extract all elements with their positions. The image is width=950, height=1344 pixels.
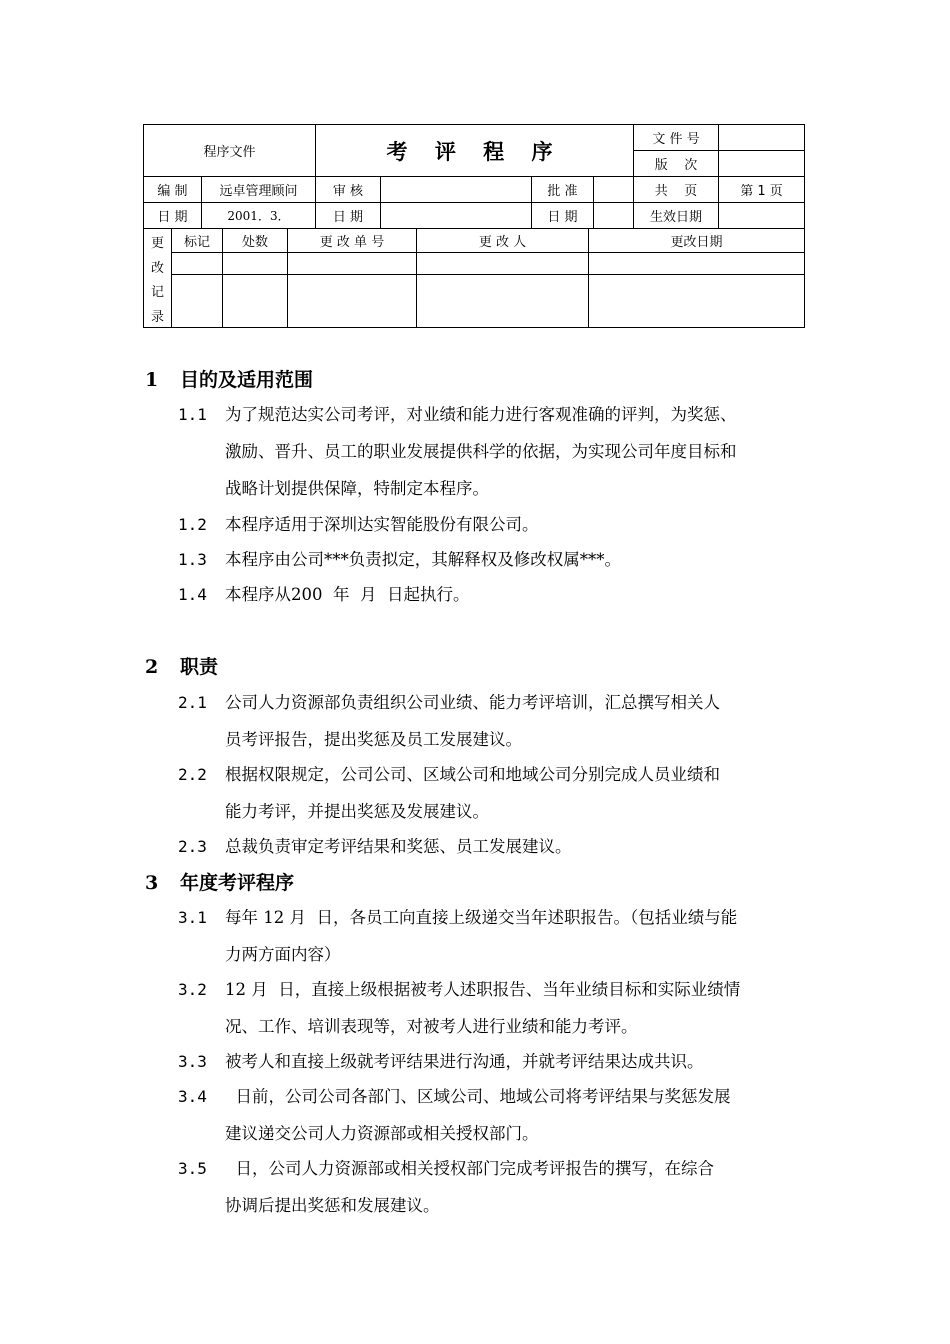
item-text-line: 公司人力资源部负责组织公司业绩、能力考评培训，汇总撰写相关人 bbox=[225, 693, 720, 712]
review-date-label: 日 期 bbox=[332, 210, 364, 225]
item-text-line: 战略计划提供保障，特制定本程序。 bbox=[225, 479, 489, 498]
item-text-line: 为了规范达实公司考评，对业绩和能力进行客观准确的评判，为奖惩、 bbox=[225, 405, 737, 424]
item-text-line: 总裁负责审定考评结果和奖惩、员工发展建议。 bbox=[225, 837, 572, 856]
item-number: 1.2 bbox=[178, 515, 207, 534]
change-record-char: 记 bbox=[150, 285, 164, 301]
section-number: 1 bbox=[145, 369, 159, 391]
date-label: 日 期 bbox=[157, 210, 188, 225]
item-text-line: 建议递交公司人力资源部或相关授权部门。 bbox=[225, 1124, 539, 1143]
section-title: 目的及适用范围 bbox=[180, 369, 314, 391]
item-text-line: 每年 12 月 日，各员工向直接上级递交当年述职报告。（包括业绩与能 bbox=[225, 908, 738, 927]
date-value: 2001．3． bbox=[227, 209, 290, 223]
item-number: 1.4 bbox=[178, 585, 207, 604]
section-number: 2 bbox=[145, 656, 159, 678]
item-text-line: 日，公司人力资源部或相关授权部门完成考评报告的撰写，在综合 bbox=[225, 1159, 714, 1178]
file-no-value bbox=[719, 125, 804, 150]
review-label: 审 核 bbox=[332, 184, 364, 199]
item-text-line: 根据权限规定，公司公司、区域公司和地域公司分别完成人员业绩和 bbox=[225, 765, 720, 784]
item-number: 2.2 bbox=[178, 765, 207, 784]
item-text-line: 况、工作、培训表现等，对被考人进行业绩和能力考评。 bbox=[225, 1017, 638, 1036]
item-text-line: 员考评报告，提出奖惩及员工发展建议。 bbox=[225, 730, 522, 749]
item-text-line: 本程序适用于深圳达实智能股份有限公司。 bbox=[225, 515, 539, 534]
version-value bbox=[719, 151, 804, 176]
change-col-date: 更改日期 bbox=[670, 235, 723, 250]
approve-label: 批 准 bbox=[547, 184, 578, 199]
item-number: 3.3 bbox=[178, 1052, 207, 1071]
change-col-count: 处数 bbox=[241, 235, 268, 250]
document-header-table bbox=[143, 124, 805, 328]
change-col-mark: 标记 bbox=[183, 235, 210, 250]
page-number: 第 1 页 bbox=[740, 184, 783, 199]
item-number: 1.3 bbox=[178, 550, 207, 569]
approve-value bbox=[594, 177, 633, 202]
section-title: 职责 bbox=[180, 656, 219, 678]
compile-label: 编 制 bbox=[157, 184, 188, 199]
total-pages-label: 共 页 bbox=[654, 184, 698, 199]
item-text-line: 协调后提出奖惩和发展建议。 bbox=[225, 1196, 440, 1215]
compile-value: 远卓管理顾问 bbox=[219, 184, 298, 199]
change-record-char: 录 bbox=[150, 310, 164, 326]
item-number: 1.1 bbox=[178, 405, 207, 424]
change-record-char: 更 bbox=[150, 235, 164, 251]
section-heading bbox=[145, 365, 313, 392]
file-no-label: 文 件 号 bbox=[652, 132, 700, 147]
item-text-line: 激励、晋升、员工的职业发展提供科学的依据，为实现公司年度目标和 bbox=[225, 442, 737, 461]
effective-date-label: 生效日期 bbox=[649, 210, 702, 225]
item-text-line: 能力考评，并提出奖惩及发展建议。 bbox=[225, 802, 489, 821]
item-number: 3.2 bbox=[178, 980, 207, 999]
change-record-char: 改 bbox=[150, 260, 164, 276]
version-label: 版 次 bbox=[654, 158, 698, 173]
table-rule bbox=[171, 274, 804, 275]
item-number: 2.3 bbox=[178, 837, 207, 856]
item-number: 3.4 bbox=[178, 1087, 207, 1106]
doc-type-label: 程序文件 bbox=[203, 145, 256, 160]
change-col-person: 更 改 人 bbox=[478, 235, 527, 250]
item-text-line: 日前，公司公司各部门、区域公司、地域公司将考评结果与奖惩发展 bbox=[225, 1087, 731, 1106]
item-number: 3.1 bbox=[178, 908, 207, 927]
item-text-line: 12 月 日，直接上级根据被考人述职报告、当年业绩目标和实际业绩情 bbox=[225, 980, 741, 999]
item-text-line: 被考人和直接上级就考评结果进行沟通，并就考评结果达成共识。 bbox=[225, 1052, 704, 1071]
item-text-line: 力两方面内容） bbox=[225, 945, 341, 964]
item-text-line: 本程序由公司***负责拟定，其解释权及修改权属***。 bbox=[225, 550, 621, 569]
section-heading bbox=[145, 868, 294, 895]
review-value bbox=[381, 177, 531, 202]
table-rule bbox=[171, 252, 804, 253]
item-number: 3.5 bbox=[178, 1159, 207, 1178]
item-number: 2.1 bbox=[178, 693, 207, 712]
section-title: 年度考评程序 bbox=[180, 872, 295, 894]
page-title: 考 评 程 序 bbox=[386, 139, 563, 164]
item-text-line: 本程序从200 年 月 日起执行。 bbox=[225, 585, 470, 604]
approve-date-label: 日 期 bbox=[547, 210, 578, 225]
change-record-label bbox=[144, 229, 171, 328]
section-number: 3 bbox=[145, 872, 159, 894]
change-col-order-no: 更 改 单 号 bbox=[319, 235, 385, 250]
section-heading bbox=[145, 652, 218, 679]
